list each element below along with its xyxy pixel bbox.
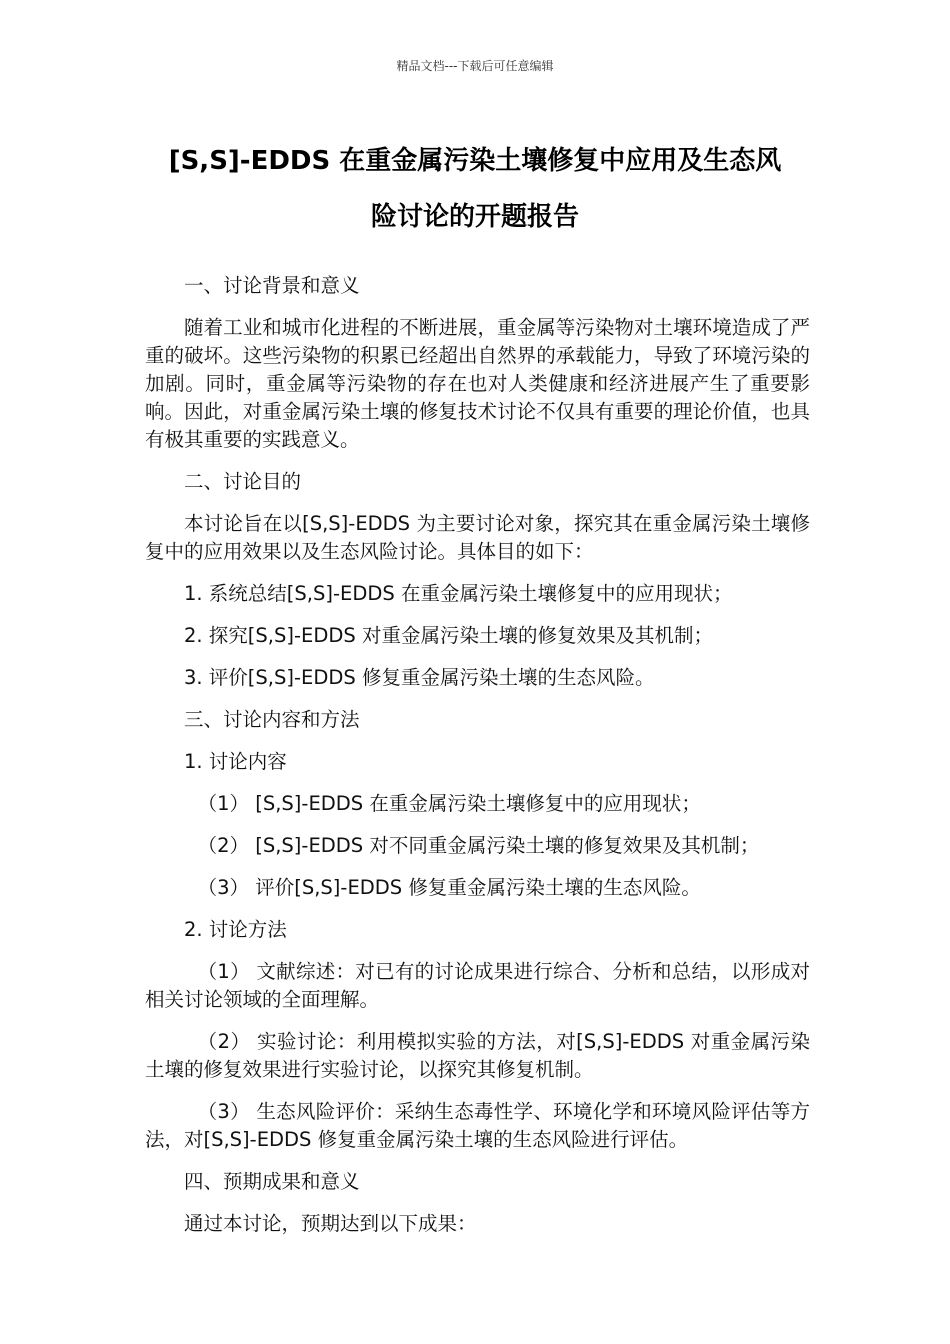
section-heading-background: 一、讨论背景和意义 xyxy=(184,274,360,297)
method-item-1: （1） 文献综述：对已有的讨论成果进行综合、分析和总结，以形成对相关讨论领域的全面理解。 xyxy=(145,960,810,1011)
method-item-3: （3） 生态风险评价：采纳生态毒性学、环境化学和环境风险评估等方法，对[S,S]-EDDS 修复重金属污染土壤的生态风险进行评估。 xyxy=(145,1100,810,1151)
content-item-2: （2） [S,S]-EDDS 对不同重金属污染土壤的修复效果及其机制； xyxy=(197,834,760,857)
method-item-2: （2） 实验讨论：利用模拟实验的方法，对[S,S]-EDDS 对重金属污染土壤的修复效果进行实验讨论，以探究其修复机制。 xyxy=(145,1030,810,1081)
paragraph-expected-results: 通过本讨论，预期达到以下成果： xyxy=(184,1212,477,1235)
section-heading-content-methods: 三、讨论内容和方法 xyxy=(184,708,360,731)
purpose-item-1: 1. 系统总结[S,S]-EDDS 在重金属污染土壤修复中的应用现状； xyxy=(184,582,733,605)
document-title-line-1: [S,S]-EDDS 在重金属污染土壤修复中应用及生态风 xyxy=(168,146,782,176)
document-title-line-2: 险讨论的开题报告 xyxy=(370,202,579,232)
paragraph-purpose: 本讨论旨在以[S,S]-EDDS 为主要讨论对象，探究其在重金属污染土壤修复中的应用效果以及生态风险讨论。具体目的如下： xyxy=(145,512,810,563)
section-heading-purpose: 二、讨论目的 xyxy=(184,470,302,493)
page-header-note: 精品文档---下载后可任意编辑 xyxy=(396,59,554,73)
purpose-item-2: 2. 探究[S,S]-EDDS 对重金属污染土壤的修复效果及其机制； xyxy=(184,624,713,647)
section-heading-expected-results: 四、预期成果和意义 xyxy=(184,1170,360,1193)
paragraph-background: 随着工业和城市化进程的不断进展，重金属等污染物对土壤环境造成了严重的破坏。这些污染物的积累已经超出自然界的承载能力，导致了环境污染的加剧。同时，重金属等污染物的存在也对人类健康和经济进展产生了重要影响。因此，对重金属污染土壤的修复技术讨论不仅具有重要的理论价值，也具有极其重要的实践意义。 xyxy=(145,316,810,451)
purpose-item-3: 3. 评价[S,S]-EDDS 修复重金属污染土壤的生态风险。 xyxy=(184,666,655,689)
content-item-1: （1） [S,S]-EDDS 在重金属污染土壤修复中的应用现状； xyxy=(197,792,701,815)
content-item-3: （3） 评价[S,S]-EDDS 修复重金属污染土壤的生态风险。 xyxy=(197,876,701,899)
document-body xyxy=(145,272,810,1252)
subsection-heading-content: 1. 讨论内容 xyxy=(184,750,287,773)
subsection-heading-methods: 2. 讨论方法 xyxy=(184,918,287,941)
